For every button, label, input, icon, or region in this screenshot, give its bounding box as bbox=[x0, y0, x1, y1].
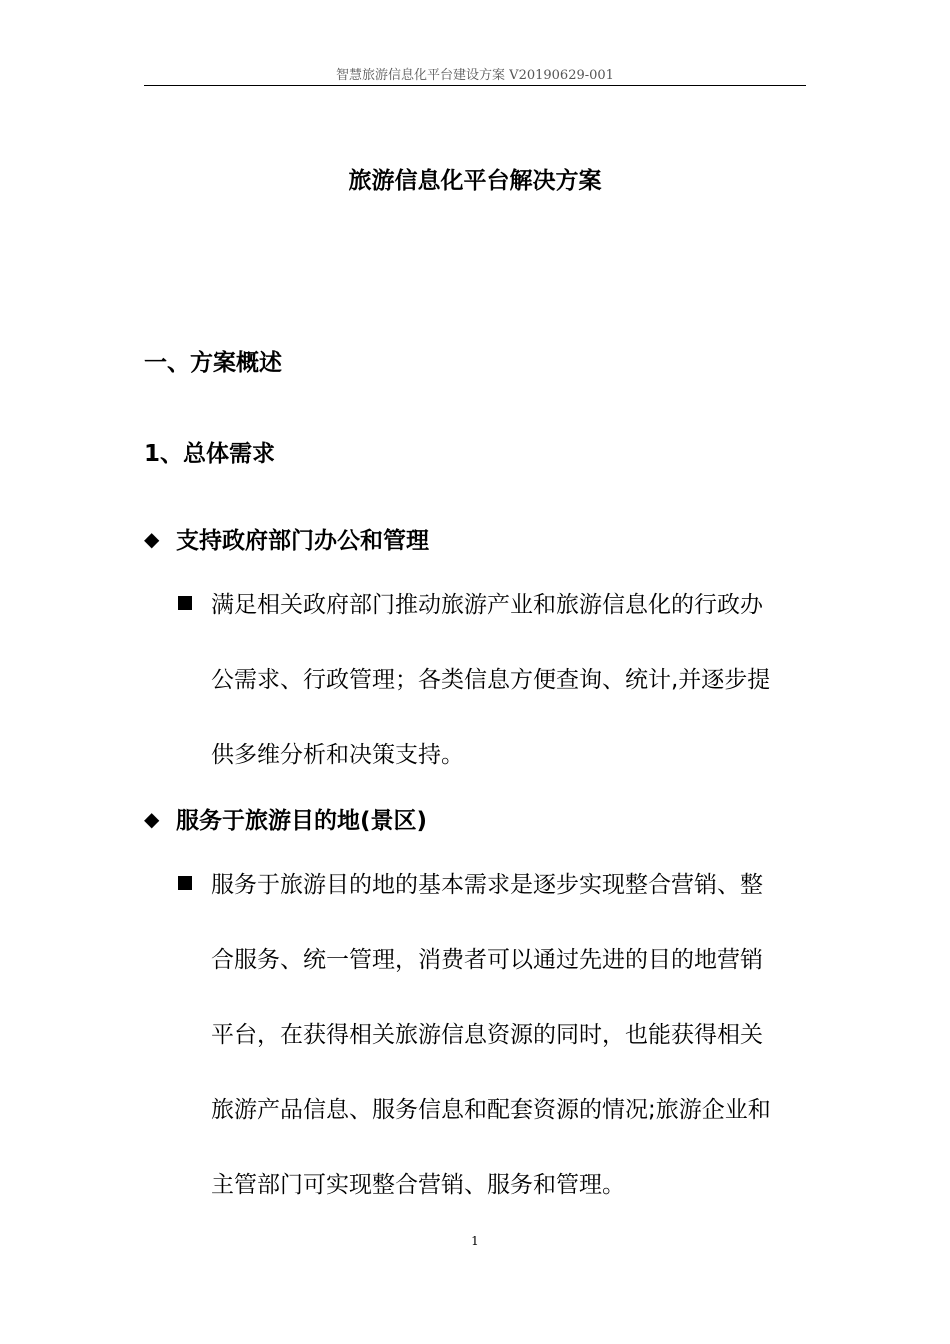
list-item-destination bbox=[178, 848, 818, 1223]
section-heading: 一、方案概述 bbox=[144, 350, 282, 376]
square-bullet-icon bbox=[178, 876, 192, 890]
square-bullet-icon bbox=[178, 596, 192, 610]
header-divider bbox=[144, 85, 806, 86]
list-item-text: 满足相关政府部门推动旅游产业和旅游信息化的行政办 公需求、行政管理；各类信息方便查询、统计,并逐步提 供多维分析和决策支持。 bbox=[211, 592, 771, 768]
page-header: 智慧旅游信息化平台建设方案 V20190629-001 bbox=[336, 68, 614, 83]
list-item-gov-office bbox=[178, 568, 818, 793]
bullet-heading-destination bbox=[144, 802, 427, 835]
list-item-text: 服务于旅游目的地的基本需求是逐步实现整合营销、整 合服务、统一管理，消费者可以通过先进的目的地营销 平台，在获得相关旅游信息资源的同时，也能获得相关 旅游产品信息、服务信息和配套资源的情况;旅游企业和 主管部门可实现整合营销、服务和管理。 bbox=[211, 872, 771, 1198]
bullet-heading-text: 支持政府部门办公和管理 bbox=[176, 528, 429, 554]
bullet-heading-text: 服务于旅游目的地(景区) bbox=[176, 808, 428, 834]
bullet-heading-gov-office bbox=[144, 522, 429, 555]
diamond-bullet-icon: ◆ bbox=[144, 526, 160, 551]
diamond-bullet-icon: ◆ bbox=[144, 806, 160, 831]
subsection-heading: 1、总体需求 bbox=[144, 441, 276, 467]
document-title: 旅游信息化平台解决方案 bbox=[348, 168, 602, 194]
page-number: 1 bbox=[471, 1234, 479, 1248]
